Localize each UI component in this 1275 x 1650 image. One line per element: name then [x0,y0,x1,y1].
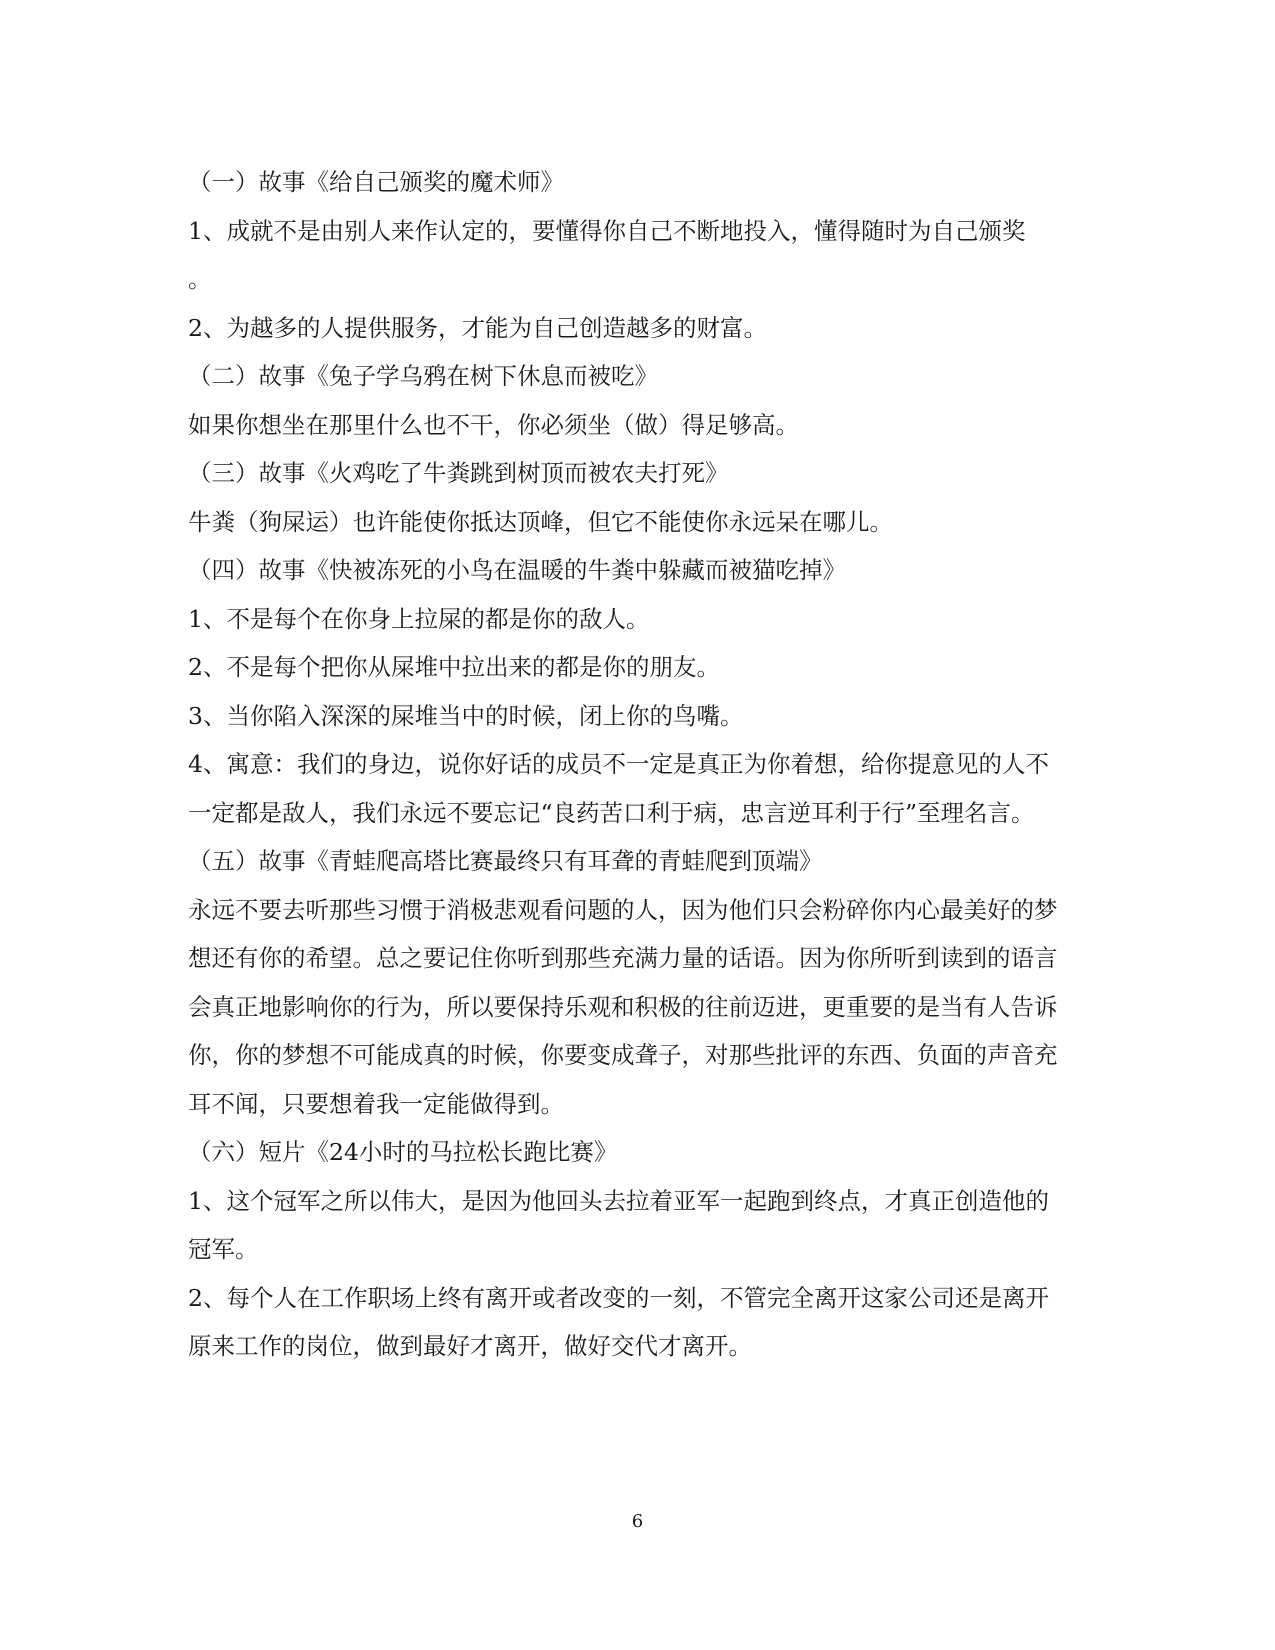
paragraph: 如果你想坐在那里什么也不干，你必须坐（做）得足够高。 [188,410,799,439]
section-heading-1: （一）故事《给自己颁奖的魔术师》 [188,168,564,196]
section-heading-2: （二）故事《兔子学乌鸦在树下休息而被吃》 [188,362,658,390]
section-heading-4: （四）故事《快被冻死的小鸟在温暖的牛粪中躲藏而被猫吃掉》 [188,556,846,584]
paragraph: 4、寓意：我们的身边，说你好话的成员不一定是真正为你着想，给你提意见的人不一定都是敌人，我们永远不要忘记“良药苦口利于病，忠言逆耳利于行”至理名言。 [188,750,1049,827]
paragraph: 1、这个冠军之所以伟大，是因为他回头去拉着亚军一起跑到终点，才真正创造他的冠军。 [188,1186,1049,1263]
paragraph: 2、为越多的人提供服务，才能为自己创造越多的财富。 [188,313,767,342]
document-body [188,158,1068,1371]
paragraph: 2、不是每个把你从屎堆中拉出来的都是你的朋友。 [188,653,720,681]
paragraph: 牛粪（狗屎运）也许能使你抵达顶峰，但它不能使你永远呆在哪儿。 [188,507,893,536]
section-heading-5: （五）故事《青蛙爬高塔比赛最终只有耳聋的青蛙爬到顶端》 [188,847,823,875]
paragraph: 1、成就不是由别人来作认定的，要懂得你自己不断地投入，懂得随时为自己颁奖 [188,216,1026,245]
paragraph: 1、不是每个在你身上拉屎的都是你的敌人。 [188,604,650,633]
section-heading-3: （三）故事《火鸡吃了牛粪跳到树顶而被农夫打死》 [188,459,729,487]
page-number: 6 [631,1511,644,1532]
paragraph: 永远不要去听那些习惯于消极悲观看问题的人，因为他们只会粉碎你内心最美好的梦想还有你的希望。总之要记住你听到那些充满力量的话语。因为你所听到读到的语言会真正地影响你的行为，所以要保持乐观和积极的往前迈进，更重要的是当有人告诉你，你的梦想不可能成真的时候，你要变成聋子，对那些批评的东西、负面的声音充耳不闻，只要想着我一定能做得到。 [188,895,1058,1118]
paragraph: 。 [188,265,212,293]
paragraph: 2、每个人在工作职场上终有离开或者改变的一刻，不管完全离开这家公司还是离开原来工作的岗位，做到最好才离开，做好交代才离开。 [188,1283,1049,1360]
paragraph: 3、当你陷入深深的屎堆当中的时候，闭上你的鸟嘴。 [188,701,744,730]
section-heading-6: （六）短片《24小时的马拉松长跑比赛》 [188,1138,618,1166]
